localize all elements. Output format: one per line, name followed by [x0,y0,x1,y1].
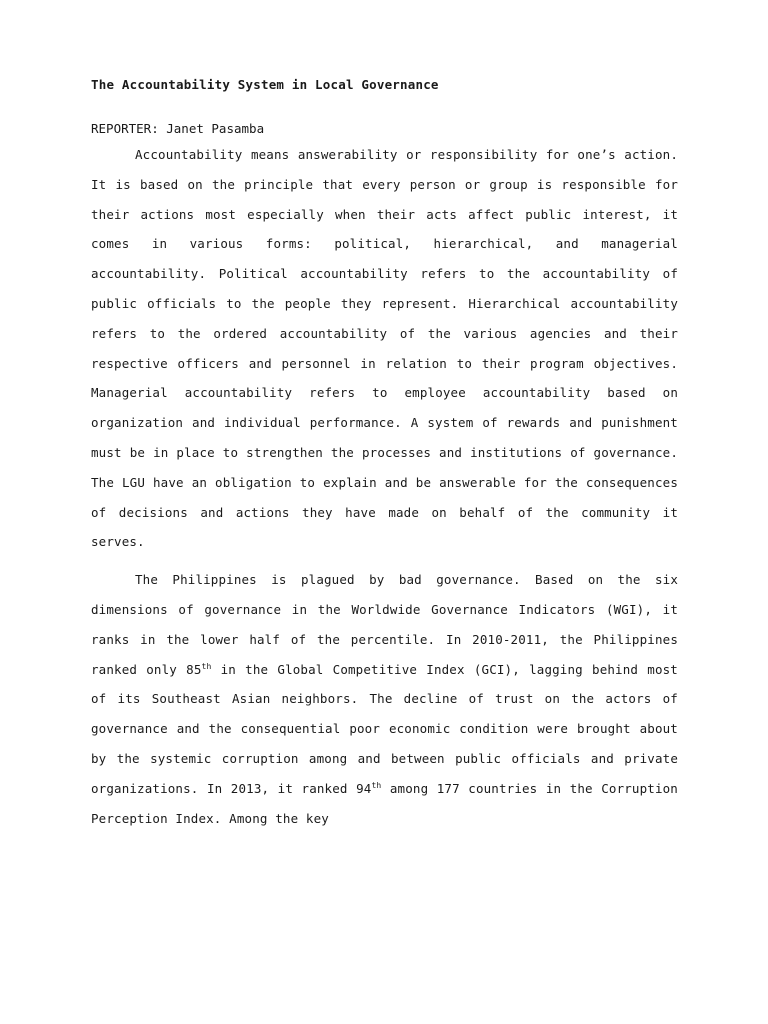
superscript-th: th [201,661,212,671]
superscript-th: th [371,780,382,790]
paragraph-philippines [91,565,678,833]
document-title: The Accountability System in Local Governance [91,77,439,92]
document-page [91,74,678,833]
paragraph-text-part1: The Philippines is plagued by bad governance. Based on the six dimensions of governance in the Worldwide Governance Indicators (WGI), it ranks in the lower half of the percentile. In 2010-2011, the Philippines ranked only 85 [91,572,678,677]
reporter-line: REPORTER: Janet Pasamba [91,121,265,136]
paragraph-accountability: Accountability means answerability or responsibility for one’s action. It is based on the principle that every person or group is responsible for their actions most especially when their acts affect public interest, it comes in various forms: political, hierarchical, and managerial accountability. Political accountability refers to the accountability of public officials to the people they represent. Hierarchical accountability refers to the ordered accountability of the various agencies and their respective officers and personnel in relation to their program objectives. Managerial accountability refers to employee accountability based on organization and individual performance. A system of rewards and punishment must be in place to strengthen the processes and institutions of governance. The LGU have an obligation to explain and be answerable for the consequences of decisions and actions they have made on behalf of the community it serves. [91,147,678,550]
paragraph-text-part3: among 177 countries in the Corruption Perception Index. Among the key [91,780,678,826]
paragraph-text-part2: in the Global Competitive Index (GCI), lagging behind most of its Southeast Asian neighbors. The decline of trust on the actors of governance and the consequential poor economic condition were brought about by the systemic corruption among and between public officials and private organizations. In 2013, it ranked 94 [91,661,678,796]
